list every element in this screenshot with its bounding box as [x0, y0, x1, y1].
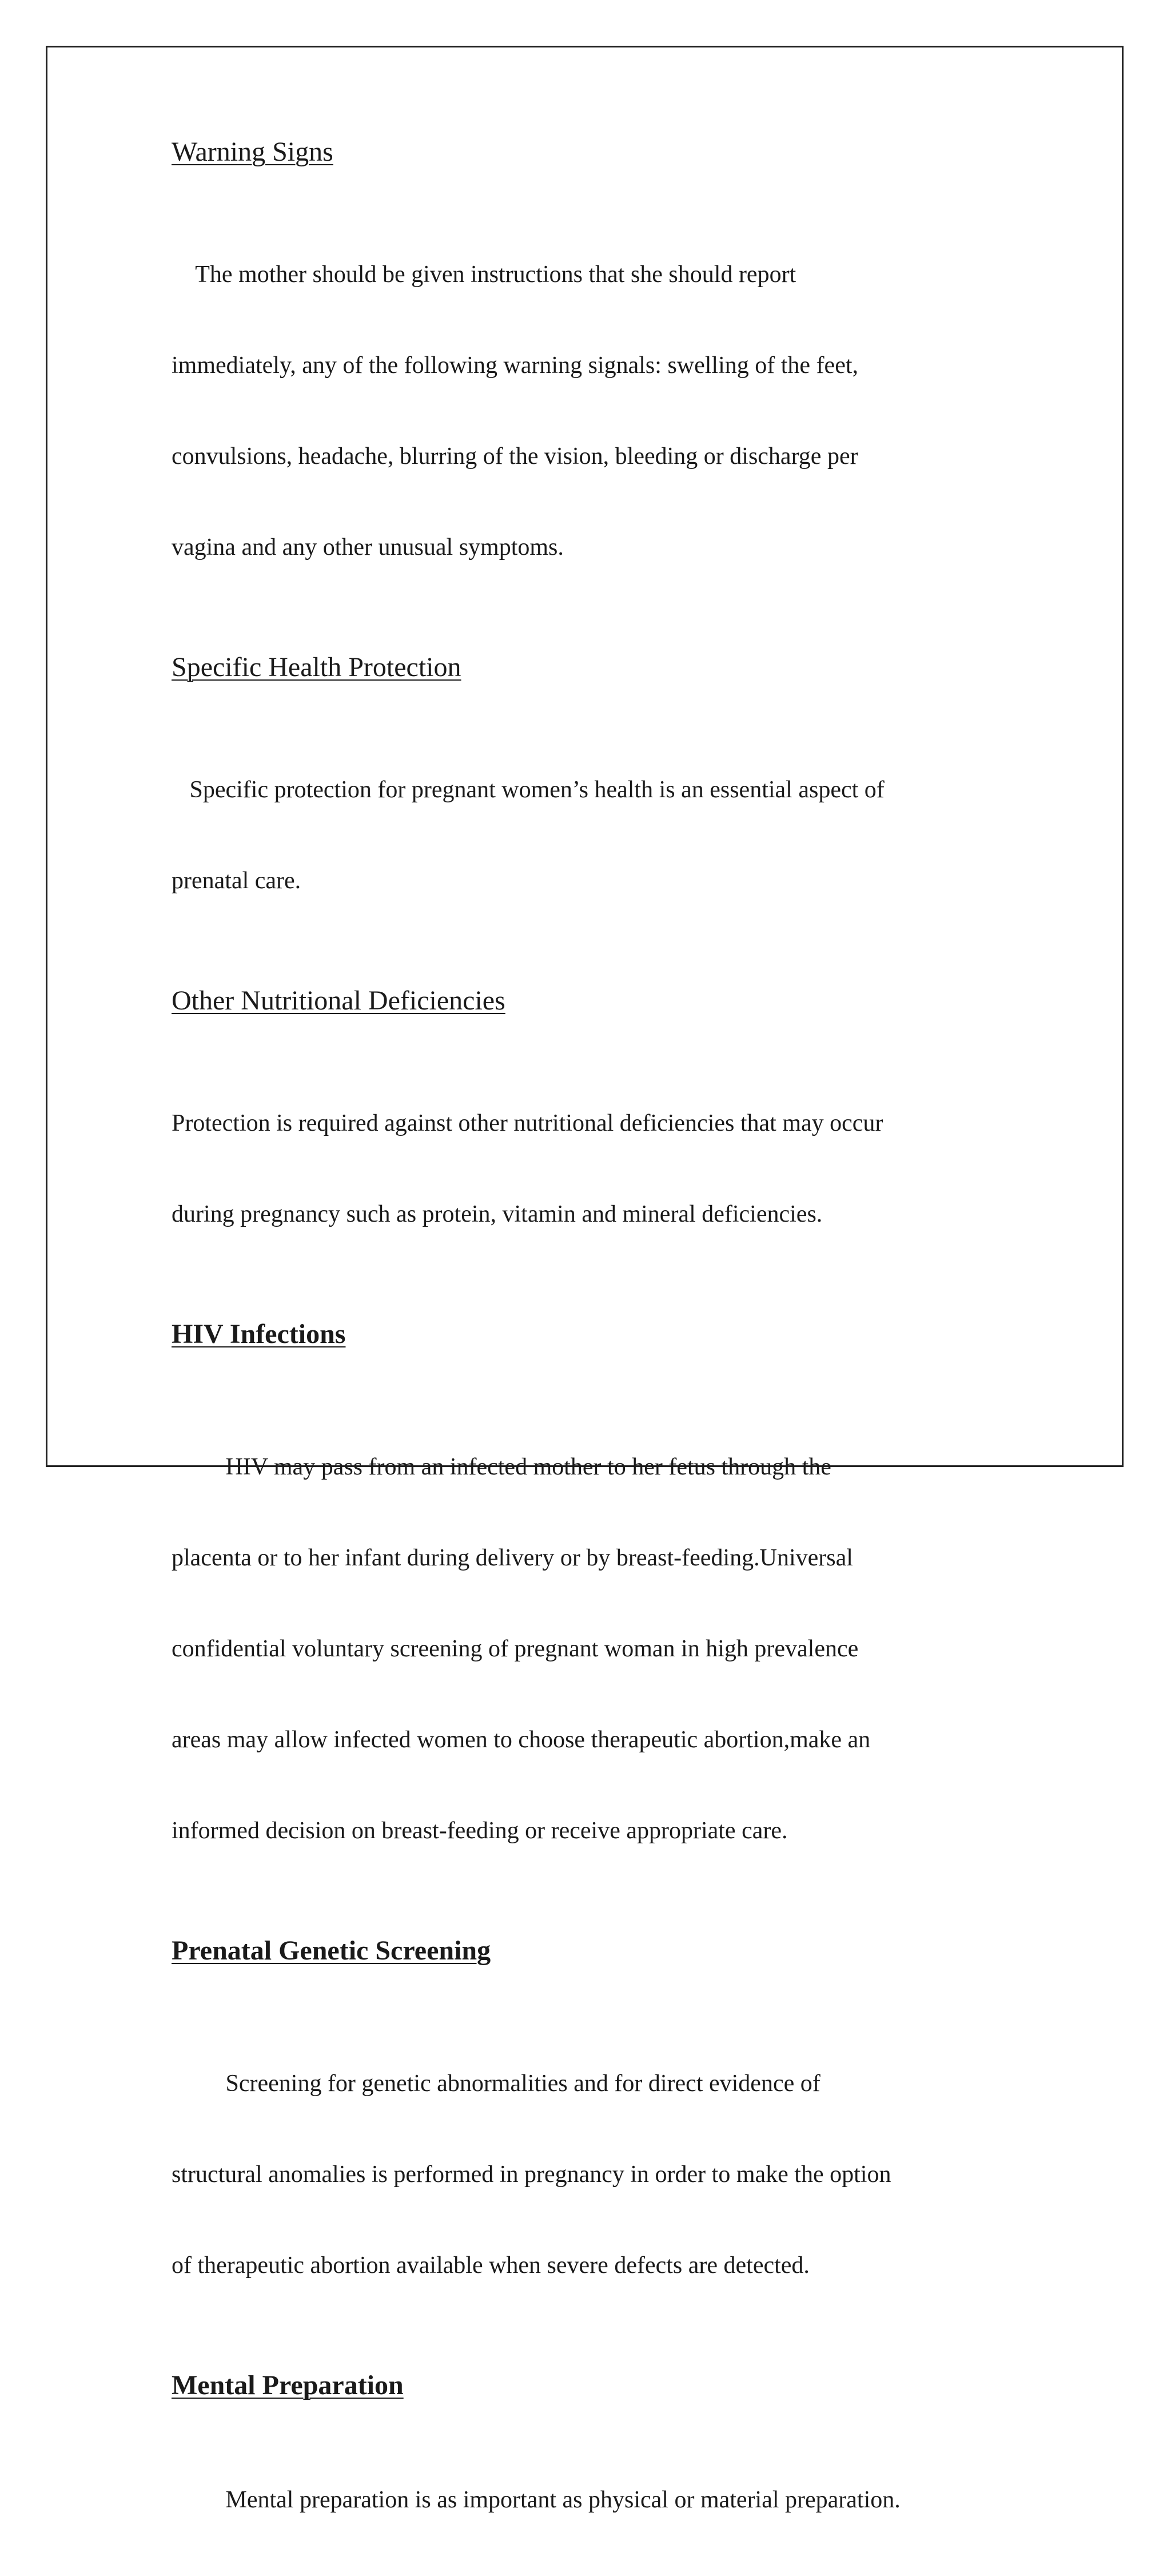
heading-warning-signs: Warning Signs: [172, 137, 333, 167]
text-line: convulsions, headache, blurring of the vision, bleeding or discharge per: [172, 443, 858, 470]
heading-hiv-infections: HIV Infections: [172, 1319, 346, 1349]
text-line: Mental preparation is as important as physical or material preparation.: [172, 2487, 901, 2513]
paragraph-specific-health-protection: [172, 714, 1006, 957]
heading-specific-health-protection: Specific Health Protection: [172, 652, 461, 682]
text-line: vagina and any other unusual symptoms.: [172, 534, 564, 560]
paragraph-warning-signs: [172, 199, 1006, 623]
text-line: areas may allow infected women to choose therapeutic abortion,make an: [172, 1727, 871, 1753]
text-line: of therapeutic abortion available when severe defects are detected.: [172, 2252, 810, 2279]
text-line: Specific protection for pregnant women’s health is an essential aspect of: [172, 777, 885, 803]
text-line: informed decision on breast-feeding or receive appropriate care.: [172, 1818, 788, 1844]
paragraph-hiv-infections: [172, 1392, 1006, 1907]
text-line: placenta or to her infant during delivery or by breast-feeding.Universal: [172, 1545, 853, 1571]
text-line: during pregnancy such as protein, vitamin and mineral deficiencies.: [172, 1201, 823, 1227]
text-line: HIV may pass from an infected mother to her fetus through the: [172, 1454, 831, 1480]
paragraph-mental-preparation: [172, 2424, 1006, 2576]
text-line: structural anomalies is performed in pregnancy in order to make the option: [172, 2161, 891, 2188]
text-line: prenatal care.: [172, 868, 301, 894]
text-line: immediately, any of the following warning signals: swelling of the feet,: [172, 352, 858, 379]
paragraph-other-nutritional-deficiencies: [172, 1048, 1006, 1290]
paragraph-prenatal-genetic-screening: [172, 2008, 1006, 2342]
heading-other-nutritional-deficiencies: Other Nutritional Deficiencies: [172, 985, 505, 1016]
heading-prenatal-genetic-screening: Prenatal Genetic Screening: [172, 1935, 491, 1966]
text-line: The mother should be given instructions that she should report: [172, 261, 796, 288]
text-line: Screening for genetic abnormalities and for direct evidence of: [172, 2070, 821, 2097]
document-content: [172, 135, 1006, 2576]
text-line: confidential voluntary screening of pregnant woman in high prevalence: [172, 1636, 859, 1662]
heading-mental-preparation: Mental Preparation: [172, 2370, 404, 2400]
text-line: Protection is required against other nutritional deficiencies that may occur: [172, 1110, 883, 1136]
